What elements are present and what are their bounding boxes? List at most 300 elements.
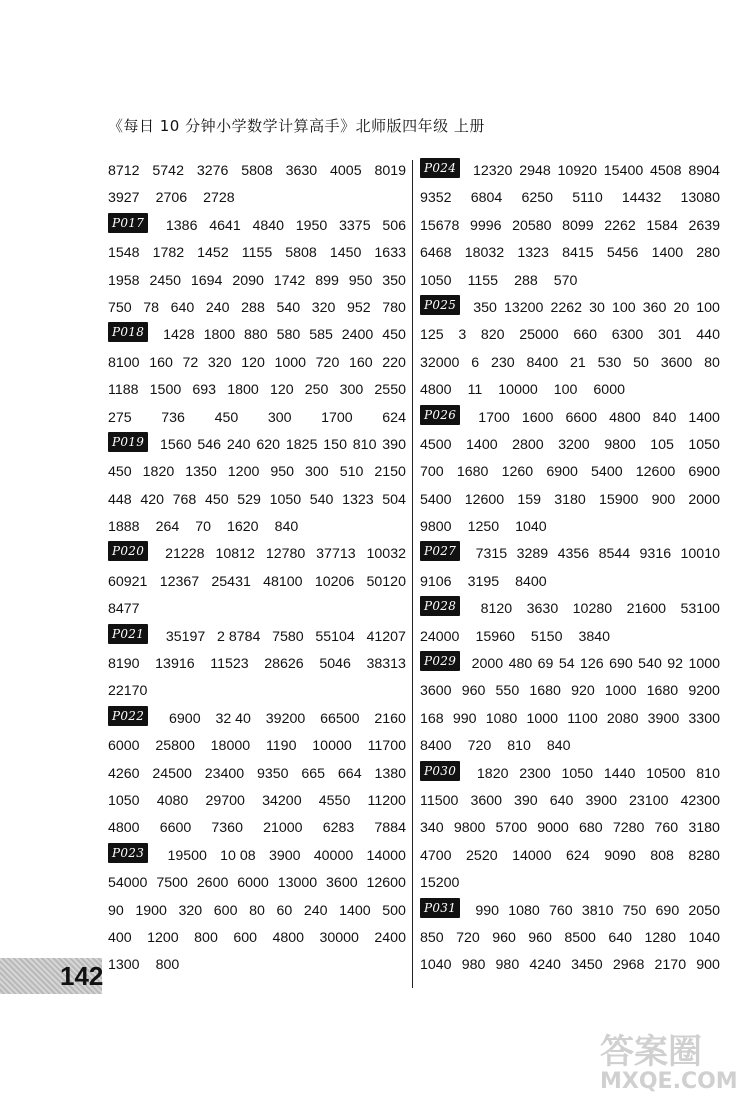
- answer-value: 3810: [581, 902, 614, 919]
- page-reference-badge: P020: [108, 541, 148, 561]
- answer-value: 400: [108, 929, 132, 946]
- answer-value: 69: [537, 656, 554, 673]
- answer-value: 750: [622, 902, 647, 919]
- answer-line: [108, 898, 406, 925]
- answer-value: 990: [475, 902, 500, 919]
- answer-value: 92: [667, 656, 684, 673]
- answer-value: 1548: [108, 245, 140, 262]
- answer-value: 32000: [420, 354, 460, 371]
- answer-value: 1280: [644, 929, 677, 946]
- answer-value: 3600: [326, 875, 358, 892]
- page-reference-badge: P017: [108, 213, 148, 233]
- answer-value: 480: [508, 656, 533, 673]
- answer-value: 810: [696, 765, 720, 782]
- answer-value: 3180: [688, 820, 720, 837]
- answer-value: 9350: [257, 765, 289, 782]
- answer-value: 760: [654, 820, 679, 837]
- answer-value: 6600: [159, 820, 192, 837]
- answer-value: 38313: [366, 656, 406, 673]
- answer-value: 15400: [603, 163, 644, 179]
- answer-value: 80: [249, 902, 265, 919]
- answer-value: 850: [420, 929, 444, 946]
- answer-value: 3375: [339, 217, 371, 234]
- answer-value: 8904: [688, 163, 720, 179]
- answer-block: [420, 761, 720, 898]
- answer-value: 9090: [604, 847, 636, 864]
- answer-value: 4550: [318, 792, 351, 809]
- answer-value: 11700: [367, 738, 406, 755]
- answer-value: 2170: [654, 957, 687, 974]
- answer-line: [420, 870, 720, 897]
- answer-value: 4240: [529, 957, 561, 974]
- answer-value: 6900: [169, 710, 201, 727]
- answer-line: [108, 350, 406, 377]
- answer-value: 28626: [264, 656, 304, 673]
- answer-value: 3900: [647, 710, 680, 727]
- answer-value: 25800: [155, 738, 195, 755]
- answer-line: [108, 158, 406, 185]
- answer-value: 18032: [464, 245, 505, 262]
- answer-value: 1800: [227, 382, 259, 399]
- answer-value: 665: [301, 765, 326, 782]
- answer-value: 12600: [464, 491, 505, 508]
- answer-value: 780: [382, 299, 406, 316]
- answer-line: [108, 651, 406, 678]
- answer-value: 30000: [319, 929, 359, 946]
- answer-line: [108, 405, 406, 432]
- answer-value: 1742: [273, 272, 306, 289]
- answer-value: 264: [155, 519, 180, 536]
- answer-value: 20580: [512, 217, 552, 234]
- answer-value: 540: [309, 491, 334, 508]
- answer-value: 5742: [152, 163, 184, 179]
- answer-value: 10 08: [220, 847, 256, 864]
- answer-value: 820: [480, 327, 505, 344]
- answer-value: 9800: [420, 519, 452, 536]
- answer-value: 450: [214, 409, 239, 426]
- answer-value: 8190: [108, 656, 140, 673]
- answer-value: 540: [638, 656, 662, 673]
- answer-value: 1350: [185, 464, 217, 481]
- answer-value: 1000: [274, 354, 307, 371]
- answer-value: 1000: [688, 656, 720, 673]
- answer-value: 1400: [688, 409, 720, 426]
- answer-value: 980: [495, 957, 520, 974]
- answer-line: [108, 459, 406, 486]
- answer-line: [420, 377, 720, 404]
- answer-value: 840: [274, 519, 299, 536]
- answer-value: 3289: [516, 546, 549, 563]
- answer-value: 504: [382, 491, 406, 508]
- answer-value: 320: [311, 299, 336, 316]
- answer-line: [108, 843, 406, 870]
- answer-value: 570: [553, 272, 578, 289]
- answer-value: 693: [192, 382, 217, 399]
- answer-block: [420, 596, 720, 651]
- page-reference-badge: P019: [108, 432, 148, 452]
- answer-value: 510: [339, 464, 364, 481]
- answer-line: [108, 624, 406, 651]
- page-reference-badge: P022: [108, 706, 148, 726]
- answer-value: 3900: [585, 792, 617, 809]
- answer-value: 5150: [530, 628, 563, 645]
- answer-value: 690: [609, 656, 633, 673]
- answer-value: 240: [303, 902, 328, 919]
- answer-value: 8400: [526, 354, 559, 371]
- answer-value: 1190: [265, 738, 297, 755]
- answer-value: 900: [651, 491, 676, 508]
- answer-value: 9352: [420, 190, 452, 207]
- answer-line: [420, 843, 720, 870]
- answer-value: 10000: [498, 382, 538, 399]
- answer-value: 1040: [515, 519, 547, 536]
- answer-value: 6000: [593, 382, 625, 399]
- answer-value: 8415: [562, 245, 594, 262]
- page-reference-badge: P021: [108, 624, 148, 644]
- answer-value: 1782: [152, 245, 185, 262]
- answer-value: 950: [270, 464, 295, 481]
- answer-value: 105: [650, 436, 674, 453]
- answer-value: 1050: [561, 765, 594, 782]
- answer-value: 660: [573, 327, 598, 344]
- answer-value: 506: [382, 217, 406, 234]
- answer-value: 546: [197, 436, 222, 453]
- answer-value: 1694: [190, 272, 223, 289]
- answer-line: [420, 213, 720, 240]
- answer-value: 390: [382, 436, 406, 453]
- answer-value: 1260: [501, 464, 534, 481]
- answer-value: 20: [673, 299, 690, 316]
- answer-line: [420, 569, 720, 596]
- answer-value: 6900: [546, 464, 578, 481]
- answer-line: [420, 405, 720, 432]
- answer-value: 2300: [519, 765, 551, 782]
- answer-value: 3600: [420, 683, 452, 700]
- answer-value: 9200: [688, 683, 720, 700]
- answer-value: 15900: [598, 491, 639, 508]
- answer-line: [420, 651, 720, 678]
- answer-value: 420: [140, 491, 164, 508]
- answer-value: 3200: [558, 436, 590, 453]
- answer-value: 450: [108, 464, 132, 481]
- answer-line: [108, 487, 406, 514]
- answer-value: 1452: [197, 245, 229, 262]
- answer-line: [108, 788, 406, 815]
- answer-value: 5110: [572, 190, 603, 207]
- answer-value: 4260: [108, 765, 140, 782]
- answer-value: 301: [657, 327, 682, 344]
- answer-value: 450: [382, 327, 406, 344]
- answer-value: 8400: [420, 738, 452, 755]
- answer-value: 14000: [366, 847, 406, 864]
- answer-value: 320: [178, 902, 203, 919]
- answer-value: 5046: [319, 656, 351, 673]
- answer-line: [420, 678, 720, 705]
- answer-value: 6300: [611, 327, 644, 344]
- answer-value: 1680: [456, 464, 489, 481]
- answer-value: 1155: [467, 272, 499, 289]
- watermark-url: MXQE.COM: [600, 1069, 738, 1094]
- answer-block: [108, 706, 406, 843]
- answer-value: 8500: [564, 929, 596, 946]
- answer-value: 4500: [420, 436, 452, 453]
- answer-value: 7280: [612, 820, 645, 837]
- answer-value: 13916: [155, 656, 195, 673]
- answer-value: 750: [108, 299, 132, 316]
- answer-value: 78: [143, 299, 160, 316]
- answer-value: 9996: [470, 217, 502, 234]
- answer-value: 8477: [108, 601, 140, 618]
- answer-value: 12600: [635, 464, 676, 481]
- answer-line: [108, 541, 406, 568]
- answer-line: [420, 268, 720, 295]
- answer-value: 840: [546, 738, 571, 755]
- answer-value: 530: [597, 354, 622, 371]
- answer-value: 2090: [232, 272, 264, 289]
- answer-value: 8712: [108, 163, 140, 179]
- answer-value: 840: [652, 409, 677, 426]
- answer-value: 2400: [341, 327, 374, 344]
- answer-line: [108, 569, 406, 596]
- answer-value: 600: [213, 902, 238, 919]
- answer-value: 1560: [160, 436, 192, 453]
- answer-line: [108, 295, 406, 322]
- answer-value: 2262: [550, 299, 583, 316]
- answer-value: 4800: [420, 382, 452, 399]
- answer-value: 6000: [237, 875, 269, 892]
- answer-value: 3900: [268, 847, 301, 864]
- answer-line: [108, 514, 406, 541]
- answer-value: 1888: [108, 519, 140, 536]
- answer-value: 7315: [475, 546, 508, 563]
- answer-value: 150: [323, 436, 347, 453]
- answer-value: 5700: [495, 820, 528, 837]
- answer-value: 624: [566, 847, 590, 864]
- answer-value: 80: [704, 354, 720, 371]
- answer-value: 1040: [688, 929, 720, 946]
- answer-value: 500: [382, 902, 406, 919]
- answer-value: 640: [608, 929, 633, 946]
- answer-line: [420, 925, 720, 952]
- answer-value: 126: [580, 656, 604, 673]
- answer-line: [108, 870, 406, 897]
- answer-value: 1080: [508, 902, 540, 919]
- answer-value: 1400: [339, 902, 371, 919]
- page-reference-badge: P030: [420, 761, 460, 781]
- answer-line: [420, 240, 720, 267]
- page-reference-badge: P029: [420, 651, 460, 671]
- answer-value: 1300: [108, 957, 140, 974]
- answer-value: 160: [149, 354, 173, 371]
- answer-line: [108, 377, 406, 404]
- answer-line: [420, 596, 720, 623]
- answer-value: 9316: [639, 546, 672, 563]
- answer-value: 275: [108, 409, 132, 426]
- answer-value: 700: [420, 464, 444, 481]
- answer-value: 10010: [680, 546, 720, 563]
- answer-value: 10812: [215, 546, 255, 563]
- answer-line: [420, 295, 720, 322]
- answer-line: [420, 733, 720, 760]
- answer-block: [420, 651, 720, 761]
- answer-value: 350: [382, 272, 406, 289]
- answer-value: 4800: [108, 820, 140, 837]
- answer-line: [108, 213, 406, 240]
- answer-block: [420, 158, 720, 295]
- answer-block: [108, 322, 406, 432]
- answer-value: 15678: [420, 217, 460, 234]
- answer-line: [108, 706, 406, 733]
- answer-value: 3600: [660, 354, 693, 371]
- answer-value: 1620: [227, 519, 259, 536]
- answer-line: [108, 952, 406, 979]
- answer-line: [420, 788, 720, 815]
- answer-value: 5400: [591, 464, 623, 481]
- answer-value: 585: [309, 327, 333, 344]
- answer-value: 13080: [680, 190, 720, 207]
- answer-value: 2550: [374, 382, 406, 399]
- answer-value: 32 40: [215, 710, 251, 727]
- answer-value: 4800: [272, 929, 305, 946]
- page-reference-badge: P031: [420, 898, 460, 918]
- answer-value: 960: [492, 929, 516, 946]
- answer-value: 4005: [330, 163, 362, 179]
- page-header: 《每日 10 分钟小学数学计算高手》北师版四年级 上册: [108, 117, 485, 135]
- answer-line: [420, 624, 720, 651]
- answer-value: 350: [473, 299, 497, 316]
- answer-value: 810: [352, 436, 377, 453]
- answer-value: 120: [269, 382, 294, 399]
- answer-value: 1450: [329, 245, 362, 262]
- answer-value: 952: [346, 299, 371, 316]
- answer-value: 1080: [485, 710, 518, 727]
- answer-value: 800: [155, 957, 180, 974]
- answer-value: 24500: [152, 765, 192, 782]
- answer-value: 1323: [517, 245, 549, 262]
- answer-value: 990: [452, 710, 477, 727]
- answer-value: 1000: [526, 710, 559, 727]
- answer-value: 1250: [467, 519, 500, 536]
- answer-value: 9800: [453, 820, 486, 837]
- answer-value: 54: [558, 656, 575, 673]
- answer-value: 14432: [621, 190, 662, 207]
- answer-value: 100: [696, 299, 720, 316]
- answer-value: 2000: [471, 656, 504, 673]
- answer-value: 30: [589, 299, 605, 316]
- answer-value: 11: [467, 382, 483, 399]
- answer-value: 6: [471, 354, 480, 371]
- answer-value: 4641: [209, 217, 241, 234]
- answer-value: 1820: [476, 765, 509, 782]
- column-divider: [412, 160, 413, 988]
- answer-value: 8099: [562, 217, 594, 234]
- answer-block: [108, 432, 406, 542]
- answer-value: 9800: [604, 436, 636, 453]
- answer-value: 1188: [108, 382, 139, 399]
- answer-value: 1825: [285, 436, 318, 453]
- answer-value: 340: [420, 820, 444, 837]
- answer-value: 25431: [211, 573, 251, 590]
- answer-value: 1600: [521, 409, 554, 426]
- answer-value: 1800: [203, 327, 236, 344]
- answer-block: [420, 541, 720, 596]
- answer-value: 1680: [646, 683, 679, 700]
- answer-value: 10280: [572, 601, 613, 618]
- answer-line: [420, 185, 720, 212]
- answer-value: 2948: [519, 163, 551, 179]
- answer-value: 3180: [554, 491, 586, 508]
- answer-value: 3300: [688, 710, 720, 727]
- answer-value: 880: [244, 327, 268, 344]
- answer-block: [108, 213, 406, 323]
- answer-value: 23400: [204, 765, 245, 782]
- answer-value: 920: [571, 683, 595, 700]
- answer-value: 12367: [159, 573, 200, 590]
- answer-value: 8120: [480, 601, 513, 618]
- answer-value: 6600: [565, 409, 598, 426]
- answer-value: 120: [241, 354, 265, 371]
- answer-value: 529: [237, 491, 261, 508]
- answer-value: 40000: [313, 847, 354, 864]
- answer-value: 1633: [374, 245, 406, 262]
- answer-value: 39200: [265, 710, 306, 727]
- answer-value: 808: [650, 847, 674, 864]
- answer-value: 240: [226, 436, 251, 453]
- answer-value: 720: [467, 738, 492, 755]
- answer-value: 10500: [646, 765, 686, 782]
- answer-value: 768: [172, 491, 197, 508]
- answer-value: 6283: [322, 820, 355, 837]
- page-reference-badge: P018: [108, 322, 148, 342]
- answer-value: 7360: [211, 820, 243, 837]
- answer-value: 690: [655, 902, 680, 919]
- answer-line: [420, 952, 720, 979]
- answer-value: 10032: [366, 546, 406, 563]
- answer-value: 5400: [420, 491, 452, 508]
- answer-value: 5808: [241, 163, 273, 179]
- answer-value: 1050: [420, 272, 452, 289]
- answer-value: 450: [204, 491, 229, 508]
- answer-value: 3195: [467, 573, 500, 590]
- answer-value: 12600: [366, 875, 406, 892]
- answer-value: 1400: [466, 436, 498, 453]
- answer-value: 1050: [108, 792, 140, 809]
- answer-value: 1680: [529, 683, 561, 700]
- answer-value: 800: [194, 929, 218, 946]
- answer-value: 1155: [241, 245, 273, 262]
- answer-value: 6900: [688, 464, 720, 481]
- answer-value: 70: [195, 519, 212, 536]
- page-number: 142: [60, 961, 104, 991]
- answer-line: [420, 815, 720, 842]
- answer-value: 2520: [466, 847, 498, 864]
- answer-value: 2150: [374, 464, 406, 481]
- answer-value: 125: [420, 327, 444, 344]
- answer-value: 1700: [478, 409, 510, 426]
- answer-value: 288: [514, 272, 538, 289]
- answer-value: 1050: [269, 491, 302, 508]
- answer-value: 9000: [537, 820, 569, 837]
- answer-value: 21: [569, 354, 586, 371]
- answer-value: 11500: [420, 792, 459, 809]
- answer-value: 620: [256, 436, 281, 453]
- answer-value: 10000: [312, 738, 352, 755]
- answer-value: 168: [420, 710, 444, 727]
- answer-value: 1820: [142, 464, 175, 481]
- answer-line: [108, 185, 406, 212]
- answer-value: 2706: [155, 190, 188, 207]
- answer-value: 8100: [108, 354, 140, 371]
